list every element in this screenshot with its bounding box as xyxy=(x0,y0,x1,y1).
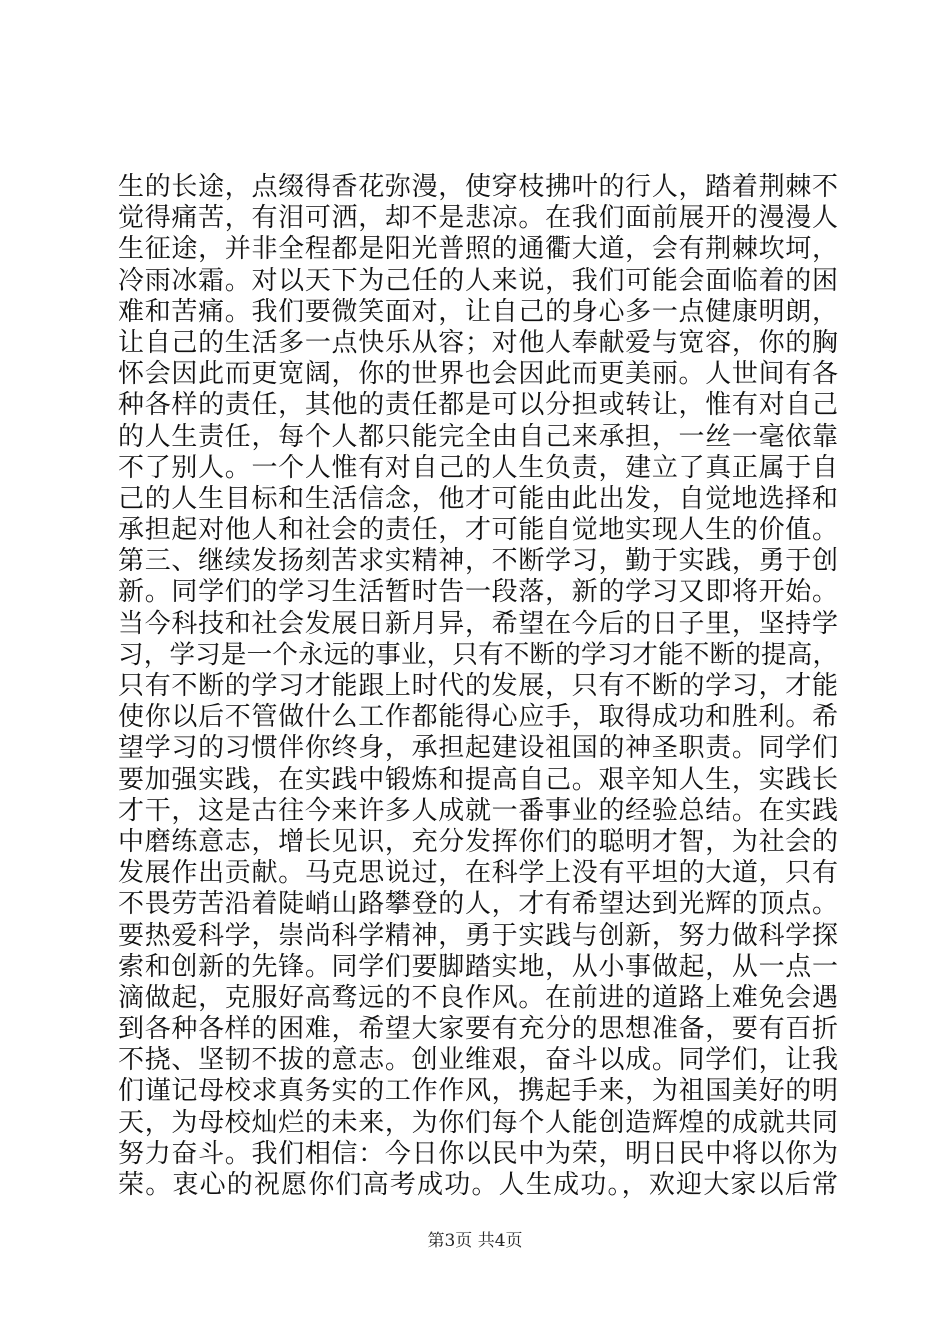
text-line: 觉得痛苦，有泪可洒，却不是悲凉。在我们面前展开的漫漫人 xyxy=(118,203,838,234)
text-line: 们谨记母校求真务实的工作作风，携起手来，为祖国美好的明 xyxy=(118,1076,838,1107)
text-line: 当今科技和社会发展日新月异，希望在今后的日子里，坚持学 xyxy=(118,608,838,639)
text-line: 索和创新的先锋。同学们要脚踏实地，从小事做起，从一点一 xyxy=(118,951,838,982)
text-line: 使你以后不管做什么工作都能得心应手，取得成功和胜利。希 xyxy=(118,702,838,733)
text-line: 发展作出贡献。马克思说过，在科学上没有平坦的大道，只有 xyxy=(118,858,838,889)
text-line: 生征途，并非全程都是阳光普照的通衢大道，会有荆棘坎坷， xyxy=(118,234,838,265)
text-line: 荣。衷心的祝愿你们高考成功。人生成功。，欢迎大家以后常 xyxy=(118,1170,838,1200)
text-line: 天，为母校灿烂的未来，为你们每个人能创造辉煌的成就共同 xyxy=(118,1107,838,1138)
text-line: 种各样的责任，其他的责任都是可以分担或转让，惟有对自己 xyxy=(118,390,838,421)
text-line: 只有不断的学习才能跟上时代的发展，只有不断的学习，才能 xyxy=(118,671,838,701)
text-line: 习，学习是一个永远的事业，只有不断的学习才能不断的提高， xyxy=(118,639,838,670)
text-line: 望学习的习惯伴你终身，承担起建设祖国的神圣职责。同学们 xyxy=(118,733,838,764)
text-line: 第三、继续发扬刻苦求实精神，不断学习，勤于实践，勇于创 xyxy=(118,546,838,577)
text-line: 己的人生目标和生活信念，他才可能由此出发，自觉地选择和 xyxy=(118,483,838,514)
text-line: 不畏劳苦沿着陡峭山路攀登的人，才有希望达到光辉的顶点。 xyxy=(118,889,838,920)
text-line: 努力奋斗。我们相信：今日你以民中为荣，明日民中将以你为 xyxy=(118,1138,838,1169)
text-line: 中磨练意志，增长见识，充分发挥你们的聪明才智，为社会的 xyxy=(118,826,838,857)
text-line: 要热爱科学，崇尚科学精神，勇于实践与创新，努力做科学探 xyxy=(118,920,838,951)
body-text xyxy=(118,172,838,1201)
text-line: 难和苦痛。我们要微笑面对，让自己的身心多一点健康明朗， xyxy=(118,296,838,327)
text-line: 生的长途，点缀得香花弥漫，使穿枝拂叶的行人，踏着荆棘不 xyxy=(118,172,838,202)
text-line: 滴做起，克服好高骛远的不良作风。在前进的道路上难免会遇 xyxy=(118,982,838,1013)
text-line: 新。同学们的学习生活暂时告一段落，新的学习又即将开始。 xyxy=(118,577,838,608)
page-footer: 第3页 共4页 xyxy=(427,1231,523,1251)
text-line: 冷雨冰霜。对以天下为己任的人来说，我们可能会面临着的困 xyxy=(118,265,838,296)
text-line: 承担起对他人和社会的责任，才可能自觉地实现人生的价值。 xyxy=(118,515,838,546)
text-line: 不挠、坚韧不拔的意志。创业维艰，奋斗以成。同学们，让我 xyxy=(118,1045,838,1076)
text-line: 不了别人。一个人惟有对自己的人生负责，建立了真正属于自 xyxy=(118,452,838,483)
text-line: 的人生责任，每个人都只能完全由自己来承担，一丝一毫依靠 xyxy=(118,421,838,452)
text-line: 要加强实践，在实践中锻炼和提高自己。艰辛知人生，实践长 xyxy=(118,764,838,795)
text-line: 怀会因此而更宽阔，你的世界也会因此而更美丽。人世间有各 xyxy=(118,359,838,390)
text-line: 让自己的生活多一点快乐从容；对他人奉献爱与宽容，你的胸 xyxy=(118,327,838,358)
text-line: 才干，这是古往今来许多人成就一番事业的经验总结。在实践 xyxy=(118,795,838,826)
text-line: 到各种各样的困难，希望大家要有充分的思想准备，要有百折 xyxy=(118,1014,838,1045)
